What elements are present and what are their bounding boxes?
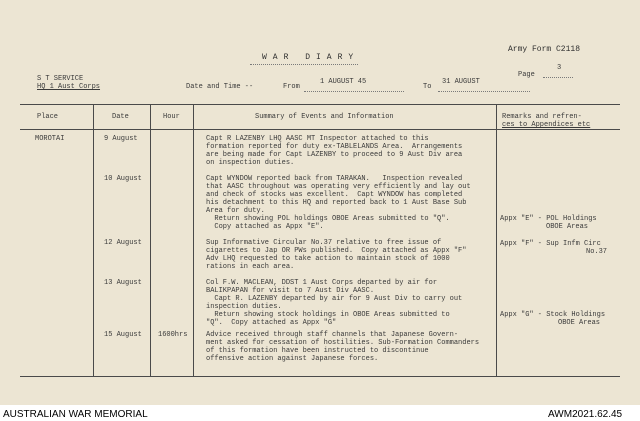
column-header-hour: Hour [163, 113, 180, 121]
footer-source: AUSTRALIAN WAR MEMORIAL [3, 409, 148, 420]
entry-text-line: Return showing POL holdings OBOE Areas submitted to "Q". [206, 215, 450, 223]
entry-text-line: ment asked for cessation of hostilities. Sub-Formation Commanders [206, 339, 480, 347]
from-date-rule [304, 91, 404, 92]
column-header-place: Place [37, 113, 59, 121]
page-number: 3 [557, 64, 562, 72]
column-header-summary: Summary of Events and Information [255, 113, 394, 121]
column-header-remarks-line-1: Remarks and refren- [502, 113, 582, 121]
footer-accession-number: AWM2021.62.45 [548, 409, 623, 420]
entry-text-line: Capt R LAZENBY LHQ AASC MT Inspector attached to this [206, 135, 429, 143]
entry-remark-line: Appx "G" - Stock Holdings [500, 311, 606, 319]
date-time-label: Date and Time -- [186, 83, 254, 91]
to-date-rule [438, 91, 530, 92]
entry-text-line: cigarettes to Jap OR PWs published. Copy attached as Appx "F" [206, 247, 467, 255]
entry-text-line: on inspection duties. [206, 159, 295, 167]
entry-place: MOROTAI [35, 135, 65, 143]
table-header-divider [20, 129, 620, 130]
entry-date: 12 August [104, 239, 142, 247]
entry-text-line: Copy attached as Appx "E". [206, 223, 324, 231]
entry-text-line: Area for duty. [206, 207, 265, 215]
entry-hour: 1600hrs [158, 331, 188, 339]
entry-text-line: Capt R. LAZENBY departed by air for 9 Aust Div to carry out [206, 295, 463, 303]
entry-text-line: of this formation have been instructed to discontinue [206, 347, 429, 355]
entry-text-line: BALIKPAPAN for visit to 7 Aust Div AASC. [206, 287, 375, 295]
column-divider-place [93, 104, 94, 376]
entry-text-line: and check of stocks was excellent. Capt WYNDOW has completed [206, 191, 463, 199]
table-top-border [20, 104, 620, 105]
to-label: To [423, 83, 432, 91]
entry-text-line: Adv LHQ requested to take action to maintain stock of 1000 [206, 255, 450, 263]
from-label: From [283, 83, 300, 91]
entry-date: 13 August [104, 279, 142, 287]
entry-text-line: inspection duties. [206, 303, 282, 311]
entry-text-line: "Q". Copy attached as Appx "G" [206, 319, 337, 327]
page-label: Page [518, 71, 535, 79]
title-rule [250, 64, 358, 65]
entry-text-line: Col F.W. MACLEAN, DDST 1 Aust Corps departed by air for [206, 279, 438, 287]
column-divider-hour [193, 104, 194, 376]
column-header-remarks-line-2: ces to Appendices etc [502, 121, 591, 129]
to-date: 31 AUGUST [442, 78, 480, 86]
entry-date: 10 August [104, 175, 142, 183]
unit-service: S T SERVICE [37, 75, 84, 83]
entry-remark-line: OBOE Areas [558, 319, 601, 327]
column-divider-date [150, 104, 151, 376]
column-header-date: Date [112, 113, 129, 121]
entry-text-line: Advice received through staff channels that Japanese Govern- [206, 331, 459, 339]
from-date: 1 AUGUST 45 [320, 78, 367, 86]
entry-text-line: formation reported for duty ex-TABLELANDS Area. Arrangements [206, 143, 463, 151]
unit-headquarters: HQ 1 Aust Corps [37, 83, 101, 91]
entry-text-line: that AASC throughout was operating very efficiently and lay out [206, 183, 471, 191]
entry-remark-line: No.37 [586, 248, 608, 256]
entry-text-line: are being made for Capt LAZENBY to proceed to 9 Aust Div area [206, 151, 463, 159]
entry-text-line: offensive action against Japanese forces. [206, 355, 379, 363]
page-number-rule [543, 77, 573, 78]
document-title: WAR DIARY [262, 53, 360, 62]
entry-remark-line: Appx "F" - Sup Infm Circ [500, 240, 601, 248]
form-reference: Army Form C2118 [508, 45, 581, 54]
entry-text-line: Capt WYNDOW reported back from TARAKAN. Inspection revealed [206, 175, 463, 183]
entry-text-line: Sup Informative Circular No.37 relative to free issue of [206, 239, 442, 247]
table-bottom-border [20, 376, 620, 377]
entry-remark-line: Appx "E" - POL Holdings [500, 215, 597, 223]
entry-date: 15 August [104, 331, 142, 339]
column-divider-summary [496, 104, 497, 376]
entry-date: 9 August [104, 135, 138, 143]
entry-text-line: rations in each area. [206, 263, 295, 271]
entry-text-line: his detachment to this HQ and reported back to 1 Aust Base Sub [206, 199, 467, 207]
entry-text-line: Return showing stock holdings in OBOE Areas submitted to [206, 311, 450, 319]
entry-remark-line: OBOE Areas [546, 223, 589, 231]
